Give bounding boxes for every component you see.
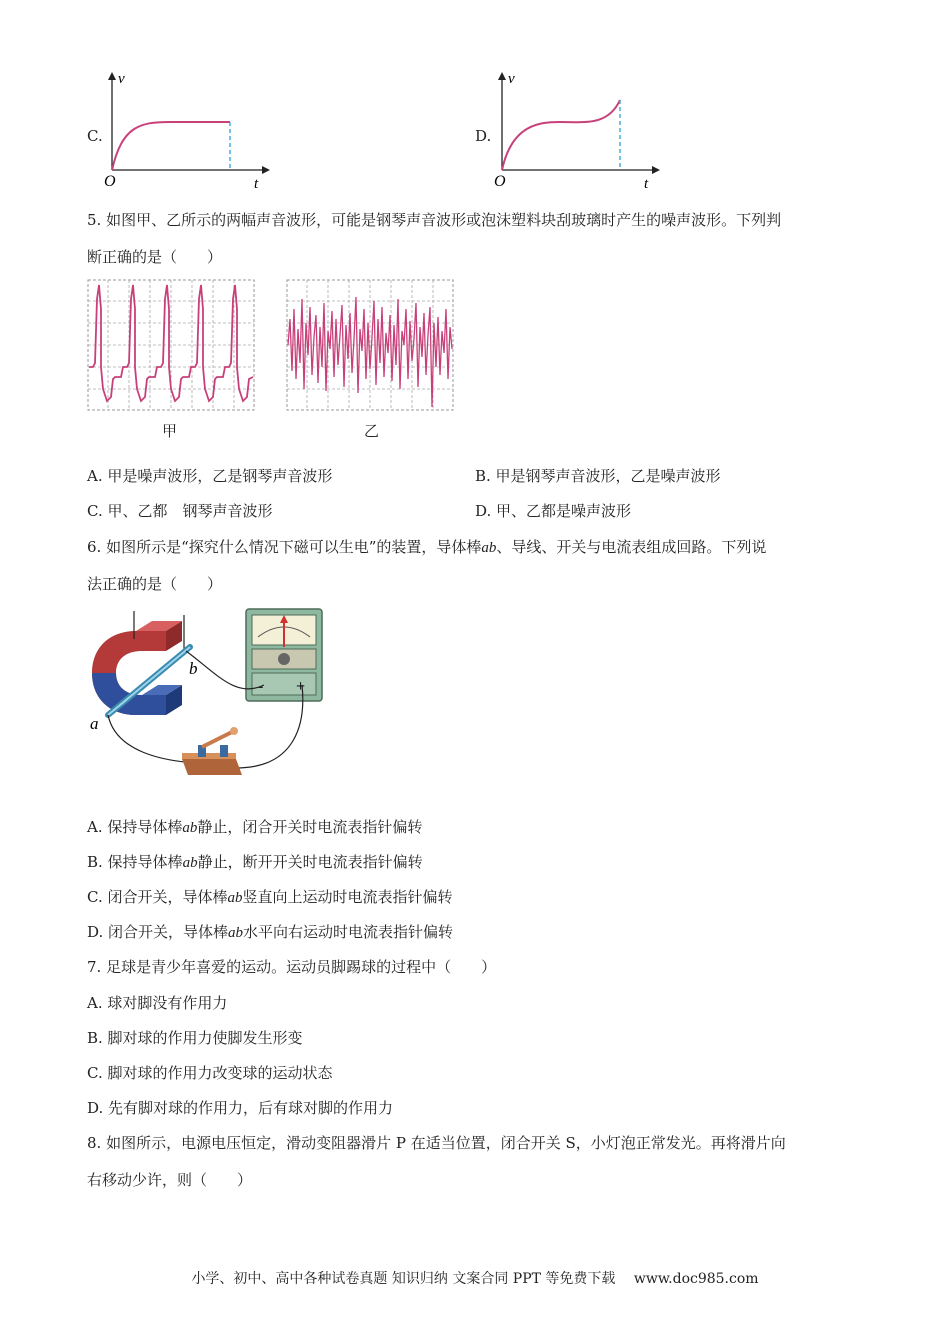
waveform-yi [286, 279, 454, 411]
graph-d-x-label: t [644, 176, 649, 190]
q6-option-a-pre: A. 保持导体棒 [87, 818, 183, 836]
q8-stem-line2: 右移动少许，则（ ） [87, 1171, 253, 1189]
q5-option-c: C. 甲、乙都 钢琴声音波形 [87, 502, 273, 520]
q6-option-b [87, 852, 423, 873]
q7-option-c: C. 脚对球的作用力改变球的运动状态 [87, 1064, 333, 1082]
q6-option-a [87, 817, 422, 838]
q6-stem-line1 [87, 537, 766, 558]
q5-stem-line2: 断正确的是（ ） [87, 248, 223, 266]
q5-option-a: A. 甲是噪声波形，乙是钢琴声音波形 [87, 467, 333, 485]
q6-option-d-post: 水平向右运动时电流表指针偏转 [243, 923, 454, 941]
graph-c-x-label: t [254, 176, 259, 190]
graph-d-y-label: v [508, 71, 515, 87]
q7-stem: 7. 足球是青少年喜爱的运动。运动员脚踢球的过程中（ ） [87, 958, 497, 976]
rod-label-b: b [189, 659, 198, 678]
q8-stem-line1: 8. 如图所示，电源电压恒定，滑动变阻器滑片 P 在适当位置，闭合开关 S，小灯泡正常发光。再将滑片向 [87, 1134, 786, 1152]
waveform-jia [87, 279, 255, 411]
q6-stem-ab: ab [481, 540, 497, 556]
q5-stem-line1: 5. 如图甲、乙所示的两幅声音波形，可能是钢琴声音波形或泡沫塑料块刮玻璃时产生的噪声波形。下列判 [87, 211, 782, 229]
waveform-yi-label: 乙 [364, 422, 380, 440]
graph-c-origin: O [104, 173, 116, 190]
q6-option-c-post: 竖直向上运动时电流表指针偏转 [242, 888, 453, 906]
q6-option-b-ab: ab [182, 855, 198, 871]
graph-c-vt [100, 66, 270, 190]
graph-d-vt [490, 66, 660, 190]
waveform-jia-label: 甲 [162, 422, 178, 440]
q6-option-a-ab: ab [182, 820, 198, 836]
q6-option-c-ab: ab [227, 890, 243, 906]
q6-option-c-pre: C. 闭合开关，导体棒 [87, 888, 228, 906]
q7-option-d: D. 先有脚对球的作用力，后有球对脚的作用力 [87, 1099, 394, 1117]
q7-option-a: A. 球对脚没有作用力 [87, 994, 228, 1012]
q6-stem-pre: 6. 如图所示是“探究什么情况下磁可以生电”的装置，导体棒 [87, 538, 482, 556]
q6-option-d-ab: ab [228, 925, 244, 941]
graph-c-y-label: v [118, 71, 125, 87]
q6-stem-post: 、导线、开关与电流表组成回路。下列说 [496, 538, 767, 556]
q6-option-b-post: 静止，断开开关时电流表指针偏转 [197, 853, 423, 871]
q7-option-b: B. 脚对球的作用力使脚发生形变 [87, 1029, 303, 1047]
q6-option-b-pre: B. 保持导体棒 [87, 853, 183, 871]
q5-option-d: D. 甲、乙都是噪声波形 [475, 502, 632, 520]
q5-option-b: B. 甲是钢琴声音波形，乙是噪声波形 [475, 467, 721, 485]
q6-option-a-post: 静止，闭合开关时电流表指针偏转 [197, 818, 423, 836]
graph-c-option: C. [87, 127, 103, 145]
induction-apparatus [86, 603, 336, 783]
q6-option-d-pre: D. 闭合开关，导体棒 [87, 923, 229, 941]
svg-text:-: - [258, 678, 264, 695]
q6-option-d [87, 922, 453, 943]
switch-icon [182, 759, 242, 775]
q6-option-c [87, 887, 453, 908]
rod-label-a: a [90, 714, 99, 733]
page-footer: 小学、初中、高中各种试卷真题 知识归纳 文案合同 PPT 等免费下载 www.doc985.com [191, 1271, 759, 1287]
graph-d-origin: O [494, 173, 506, 190]
graph-d-option: D. [475, 127, 492, 145]
svg-text:+: + [296, 678, 306, 695]
q6-stem-line2: 法正确的是（ ） [87, 575, 223, 593]
